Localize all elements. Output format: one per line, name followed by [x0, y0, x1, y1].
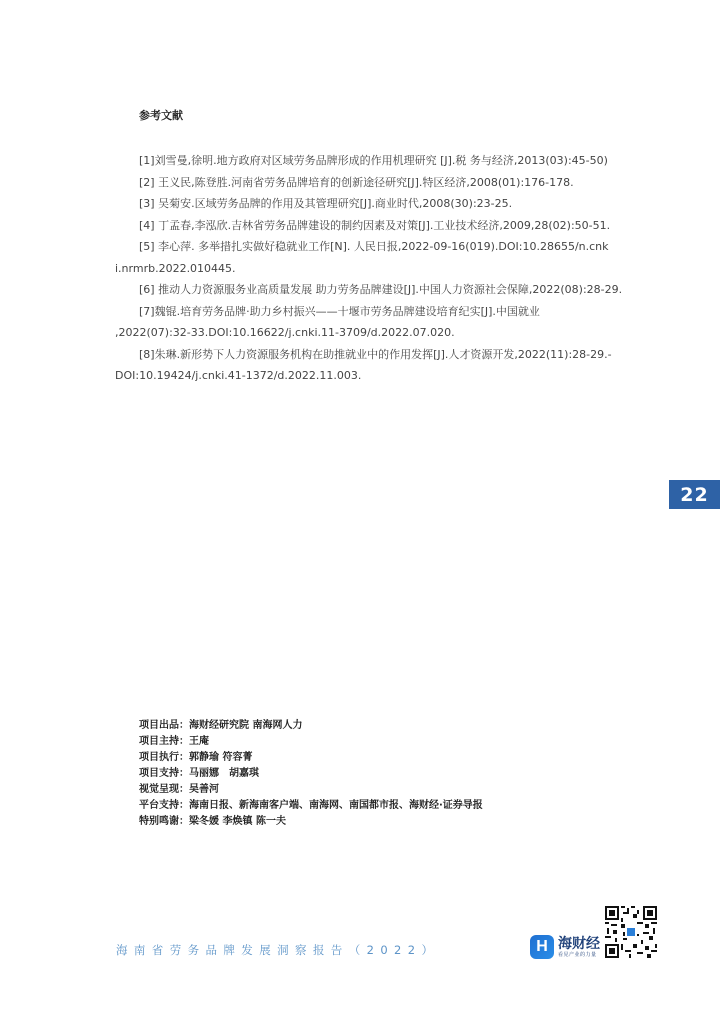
section-heading: 参考文献 — [139, 109, 183, 122]
reference-line: [8]朱琳.新形势下人力资源服务机构在助推就业中的作用发挥[J].人才资源开发,2022(11):28-29.- — [139, 347, 612, 361]
reference-item — [115, 344, 635, 387]
reference-line-continued: ,2022(07):32-33.DOI:10.16622/j.cnki.11-3709/d.2022.07.020. — [115, 326, 455, 339]
project-credits — [139, 718, 483, 830]
reference-item — [115, 150, 635, 172]
reference-line: [2] 王义民,陈登胜.河南省劳务品牌培育的创新途径研究[J].特区经济,2008(01):176-178. — [139, 175, 574, 189]
reference-line-continued: DOI:10.19424/j.cnki.41-1372/d.2022.11.003. — [115, 369, 362, 382]
reference-line: [4] 丁孟春,李泓欣.吉林省劳务品牌建设的制约因素及对策[J].工业技术经济,2009,28(02):50-51. — [139, 218, 611, 232]
logo-mark-icon: H — [530, 935, 554, 959]
page-number-tab: 22 — [669, 480, 720, 509]
reference-item — [115, 215, 635, 237]
logo-tagline: 看见产业的力量 — [558, 951, 597, 958]
logo-name: 海财经 — [558, 935, 600, 952]
credit-row: 特别鸣谢：梁冬媛 李焕镇 陈一夫 — [139, 816, 286, 827]
reference-line: [1]刘雪曼,徐明.地方政府对区域劳务品牌形成的作用机理研究 [J].税 务与经济,2013(03):45-50) — [139, 154, 608, 167]
reference-item — [115, 193, 635, 215]
reference-item — [115, 172, 635, 194]
reference-line: [7]魏锟.培育劳务品牌·助力乡村振兴——十堰市劳务品牌建设培育纪实[J].中国就业 — [139, 304, 540, 318]
reference-line: [3] 吴菊安.区域劳务品牌的作用及其管理研究[J].商业时代,2008(30):23-25. — [139, 197, 513, 210]
reference-item — [115, 236, 635, 279]
reference-line: [6] 推动人力资源服务业高质量发展 助力劳务品牌建设[J].中国人力资源社会保障,2022(08):28-29. — [139, 283, 623, 296]
credit-row: 平台支持：海南日报、新海南客户端、南海网、南国都市报、海财经·证券导报 — [139, 800, 483, 811]
reference-list — [115, 150, 635, 387]
credit-row: 项目支持：马丽娜 胡嘉琪 — [139, 768, 259, 779]
credit-row: 项目主持：王庵 — [139, 736, 209, 747]
reference-line-continued: i.nrmrb.2022.010445. — [115, 261, 236, 275]
credit-row: 项目执行：郭静瑜 符容菁 — [139, 752, 253, 763]
reference-item — [115, 279, 635, 301]
credit-row: 项目出品：海财经研究院 南海网人力 — [139, 720, 303, 731]
reference-line: [5] 李心萍. 多举措扎实做好稳就业工作[N]. 人民日报,2022-09-16(019).DOI:10.28655/n.cnk — [139, 240, 609, 253]
credit-row: 视觉呈现：吴善河 — [139, 784, 219, 795]
logo-text — [558, 936, 600, 959]
qr-code-icon — [605, 906, 657, 958]
reference-item — [115, 301, 635, 344]
footer-report-title: 海南省劳务品牌发展洞察报告（2022） — [116, 943, 440, 957]
brand-logo — [530, 935, 600, 959]
